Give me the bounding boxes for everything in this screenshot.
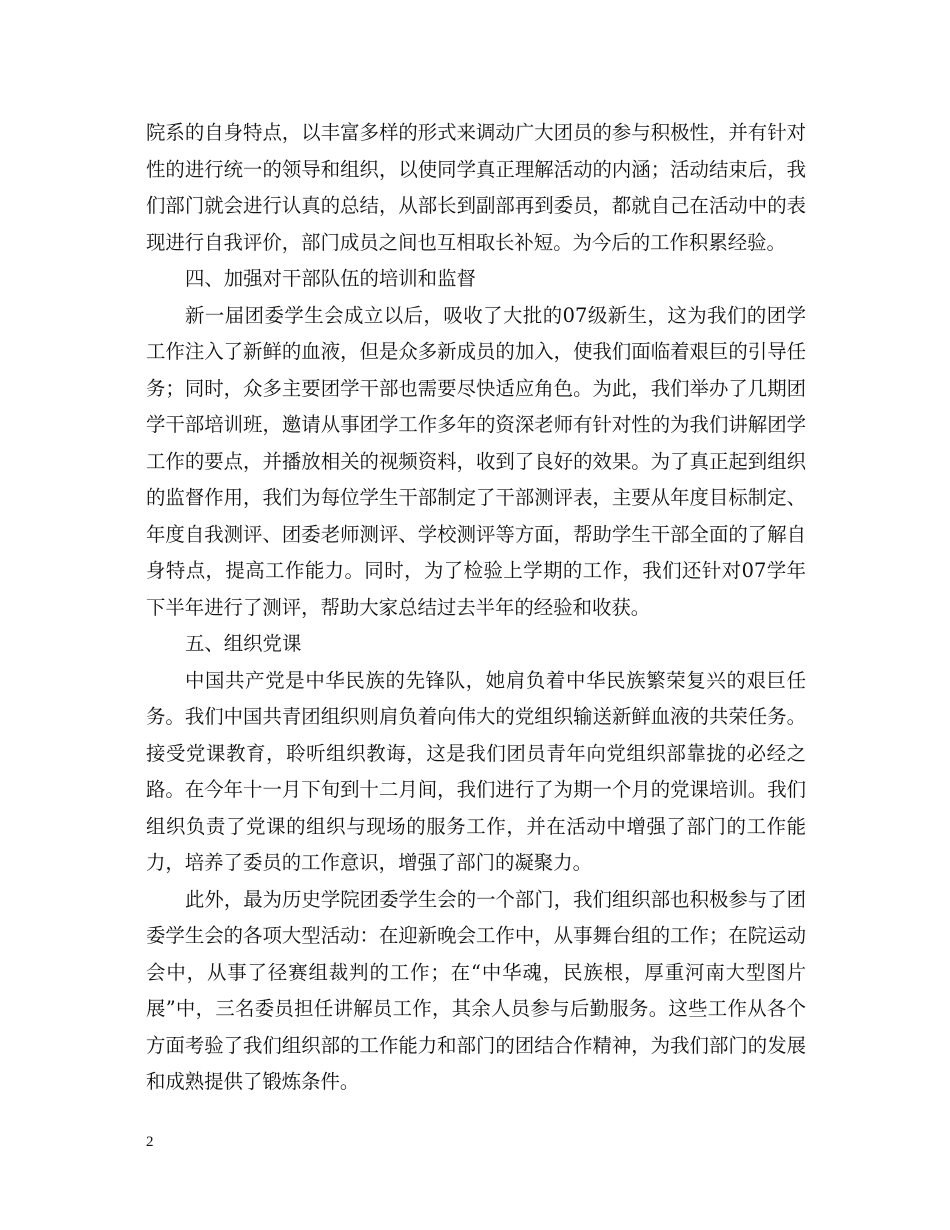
paragraph-continued: 院系的自身特点，以丰富多样的形式来调动广大团员的参与积极性，并有针对性的进行统一的领导和组织，以使同学真正理解活动的内涵；活动结束后，我们部门就会进行认真的总结，从部长到副部再到委员，都就自己在活动中的表现进行自我评价，部门成员之间也互相取长补短。为今后的工作积累经验。: [146, 121, 806, 254]
paragraph-cadre-training: 新一届团委学生会成立以后，吸收了大批的07级新生，这为我们的团学工作注入了新鲜的血液，但是众多新成员的加入，使我们面临着艰巨的引导任务；同时，众多主要团学干部也需要尽快适应角色。为此，我们举办了几期团学干部培训班，邀请从事团学工作多年的资深老师有针对性的为我们讲解团学工作的要点，并播放相关的视频资料，收到了良好的效果。为了真正起到组织的监督作用，我们为每位学生干部制定了干部测评表，主要从年度目标制定、年度自我测评、团委老师测评、学校测评等方面，帮助学生干部全面的了解自身特点，提高工作能力。同时，为了检验上学期的工作，我们还针对07学年下半年进行了测评，帮助大家总结过去半年的经验和收获。: [146, 303, 806, 619]
paragraph-party-course: 中国共产党是中华民族的先锋队，她肩负着中华民族繁荣复兴的艰巨任务。我们中国共青团组织则肩负着向伟大的党组织输送新鲜血液的共荣任务。接受党课教育，聆听组织教诲，这是我们团员青年向党组织部靠拢的必经之路。在今年十一月下旬到十二月间，我们进行了为期一个月的党课培训。我们组织负责了党课的组织与现场的服务工作，并在活动中增强了部门的工作能力，培养了委员的工作意识，增强了部门的凝聚力。: [146, 668, 806, 874]
document-body: [146, 115, 806, 1101]
page-number: 2: [146, 1134, 154, 1150]
section-heading-five: 五、组织党课: [185, 632, 302, 655]
section-heading-four: 四、加强对干部队伍的培训和监督: [185, 267, 476, 290]
paragraph-other-activities: 此外，最为历史学院团委学生会的一个部门，我们组织部也积极参与了团委学生会的各项大型活动：在迎新晚会工作中，从事舞台组的工作；在院运动会中，从事了径赛组裁判的工作；在“中华魂，民族根，厚重河南大型图片展”中，三名委员担任讲解员工作，其余人员参与后勤服务。这些工作从各个方面考验了我们组织部的工作能力和部门的团结合作精神，为我们部门的发展和成熟提供了锻炼条件。: [146, 887, 806, 1093]
